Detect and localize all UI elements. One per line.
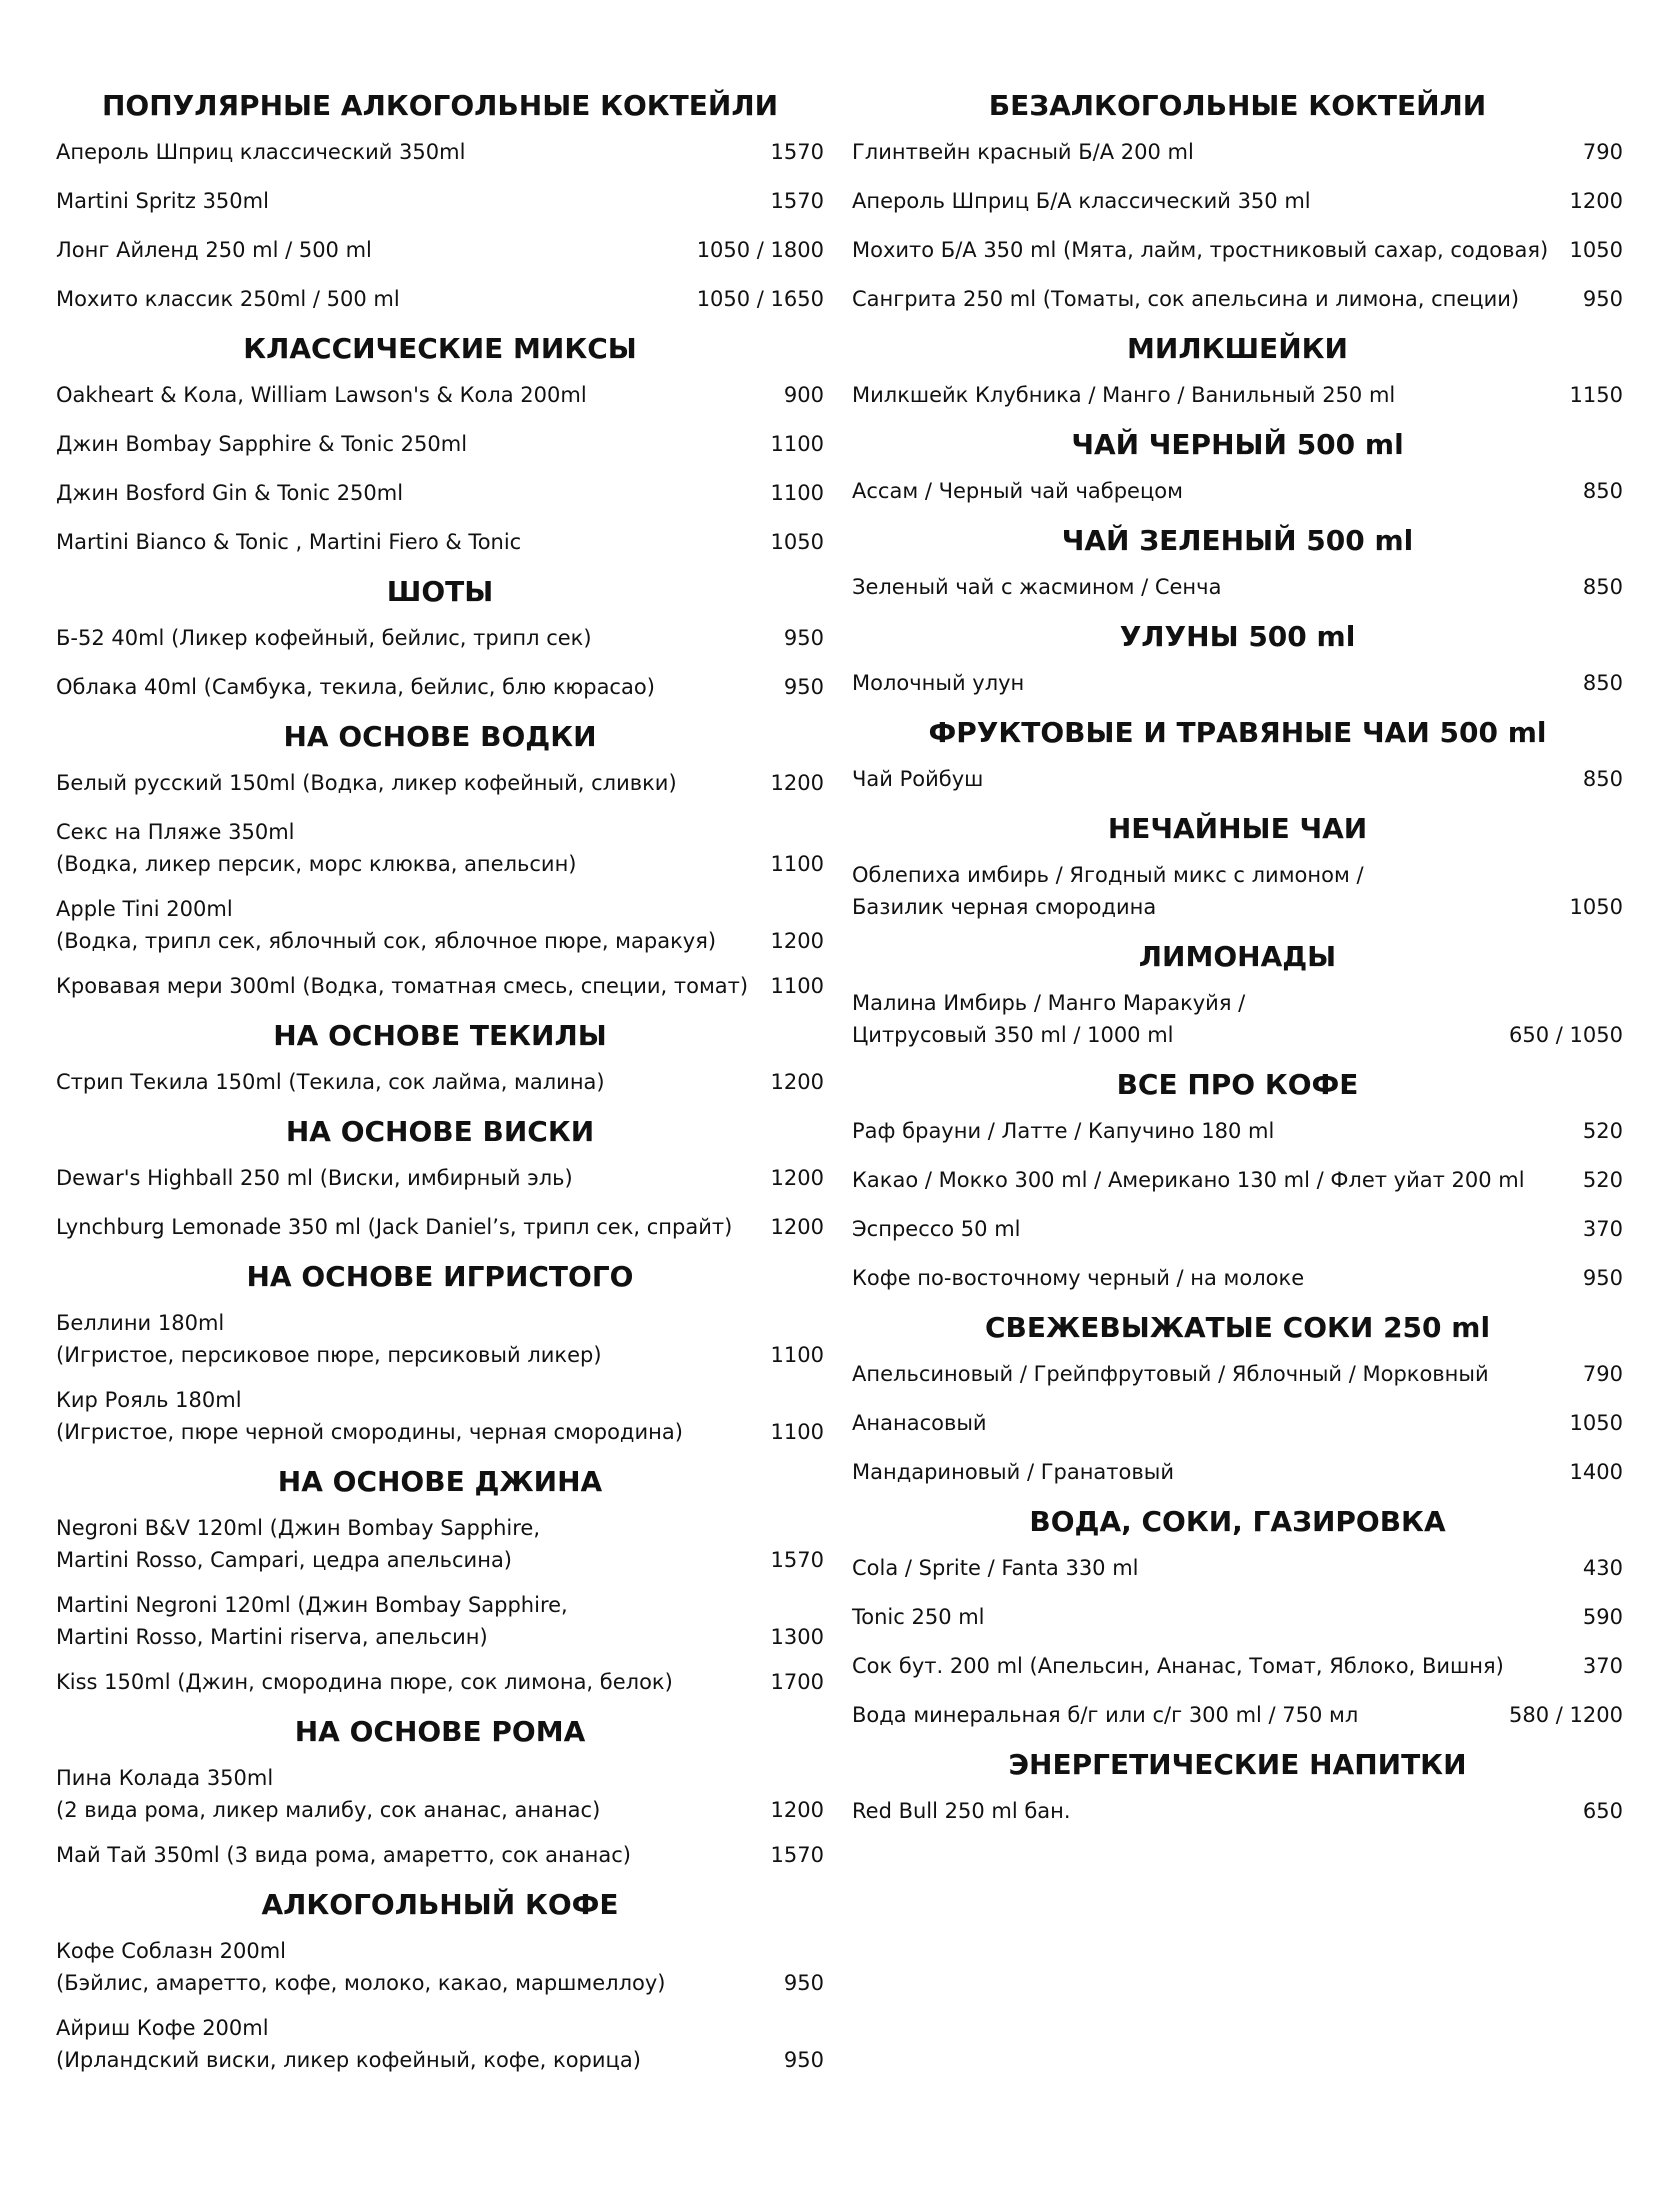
menu-item-price: 850 — [1582, 767, 1623, 791]
menu-section — [852, 1737, 1623, 1827]
menu-item-name: Мандариновый / Гранатовый — [852, 1460, 1174, 1484]
menu-item — [852, 763, 1623, 795]
menu-item — [852, 1358, 1623, 1390]
menu-item-name: Облепиха имбирь / Ягодный микс с лимоном / Базилик черная смородина — [852, 863, 1364, 919]
menu-items-list — [56, 1512, 824, 1698]
menu-item-name: Чай Ройбуш — [852, 767, 984, 791]
section-title: ВОДА, СОКИ, ГАЗИРОВКА — [1029, 1505, 1446, 1538]
section-title: ВСЕ ПРО КОФЕ — [1116, 1068, 1359, 1101]
menu-items-list — [56, 622, 824, 703]
menu-section — [56, 1454, 824, 1698]
menu-item-name: Apple Tini 200ml (Водка, трипл сек, яблочный сок, яблочное пюре, маракуя) — [56, 897, 717, 953]
menu-items-list — [56, 136, 824, 315]
section-title: ФРУКТОВЫЕ И ТРАВЯНЫЕ ЧАИ 500 ml — [928, 716, 1547, 749]
menu-item — [56, 526, 824, 558]
menu-item-name: Сангрита 250 ml (Томаты, сок апельсина и лимона, специи) — [852, 287, 1520, 311]
menu-item-price: 900 — [783, 383, 824, 407]
menu-item — [56, 477, 824, 509]
menu-section — [56, 1704, 824, 1871]
menu-item — [56, 1589, 824, 1653]
menu-item-name: Джин Bosford Gin & Tonic 250ml — [56, 481, 404, 505]
menu-section — [852, 1494, 1623, 1731]
menu-section — [56, 709, 824, 1002]
menu-item-name: Джин Bombay Sapphire & Tonic 250ml — [56, 432, 468, 456]
menu-item-price: 520 — [1582, 1119, 1623, 1143]
menu-item-name: Сок бут. 200 ml (Апельсин, Ананас, Томат, Яблоко, Вишня) — [852, 1654, 1504, 1678]
menu-item-price: 850 — [1582, 671, 1623, 695]
menu-items-list — [56, 767, 824, 1002]
menu-item — [56, 379, 824, 411]
menu-item — [852, 1115, 1623, 1147]
menu-item-price: 950 — [783, 1971, 824, 1995]
menu-item — [852, 1650, 1623, 1682]
menu-item-price: 1570 — [770, 140, 824, 164]
menu-items-list — [852, 667, 1623, 699]
section-title: ШОТЫ — [386, 575, 494, 608]
menu-item — [852, 234, 1623, 266]
menu-item-price: 430 — [1582, 1556, 1623, 1580]
menu-item-name: Martini Spritz 350ml — [56, 189, 269, 213]
menu-item-price: 950 — [783, 626, 824, 650]
menu-item-price: 1050 — [770, 530, 824, 554]
menu-items-list — [56, 1935, 824, 2076]
menu-item — [56, 1762, 824, 1826]
menu-item — [56, 1666, 824, 1698]
menu-item-name: Малина Имбирь / Манго Маракуйя / Цитрусовый 350 ml / 1000 ml — [852, 991, 1246, 1047]
menu-item — [852, 667, 1623, 699]
section-title: ЧАЙ ЗЕЛЕНЫЙ 500 ml — [1061, 524, 1414, 557]
menu-item-price: 1050 — [1569, 1411, 1623, 1435]
menu-item — [852, 1552, 1623, 1584]
menu-item — [852, 379, 1623, 411]
section-title: ЛИМОНАДЫ — [1138, 940, 1337, 973]
menu-items-list — [56, 1762, 824, 1871]
menu-items-list — [852, 1115, 1623, 1294]
menu-item — [56, 283, 824, 315]
menu-item-name: Эспрессо 50 ml — [852, 1217, 1021, 1241]
menu-items-list — [56, 1066, 824, 1098]
menu-item-price: 1100 — [770, 481, 824, 505]
menu-item-price: 950 — [1582, 287, 1623, 311]
menu-item — [852, 1164, 1623, 1196]
section-title: КЛАССИЧЕСКИЕ МИКСЫ — [243, 332, 637, 365]
menu-item — [852, 1456, 1623, 1488]
menu-item-price: 1150 — [1569, 383, 1623, 407]
menu-item-name: Секс на Пляже 350ml (Водка, ликер персик, морс клюква, апельсин) — [56, 820, 577, 876]
menu-item — [56, 1839, 824, 1871]
menu-item — [852, 1699, 1623, 1731]
menu-item-name: Кофе Соблазн 200ml (Бэйлис, амаретто, кофе, молоко, какао, маршмеллоу) — [56, 1939, 666, 1995]
menu-item-name: Oakheart & Кола, William Lawson's & Кола 200ml — [56, 383, 587, 407]
menu-item — [852, 571, 1623, 603]
menu-section — [56, 321, 824, 558]
menu-section — [852, 417, 1623, 507]
menu-section — [852, 321, 1623, 411]
section-title: НЕЧАЙНЫЕ ЧАИ — [1107, 812, 1368, 845]
menu-section — [852, 929, 1623, 1051]
menu-item — [56, 671, 824, 703]
menu-item-price: 1570 — [770, 1843, 824, 1867]
menu-item-price: 1100 — [770, 1420, 824, 1444]
menu-item-name: Кир Рояль 180ml (Игристое, пюре черной смородины, черная смородина) — [56, 1388, 683, 1444]
menu-item-name: Б-52 40ml (Ликер кофейный, бейлис, трипл сек) — [56, 626, 592, 650]
menu-item-price: 1050 / 1800 — [696, 238, 824, 262]
section-title: НА ОСНОВЕ ВОДКИ — [283, 720, 597, 753]
menu-items-list — [852, 987, 1623, 1051]
menu-item-price: 1200 — [770, 929, 824, 953]
menu-item-name: Апельсиновый / Грейпфрутовый / Яблочный / Морковный — [852, 1362, 1489, 1386]
menu-section — [852, 1057, 1623, 1294]
section-title: СВЕЖЕВЫЖАТЫЕ СОКИ 250 ml — [984, 1311, 1491, 1344]
section-title: НА ОСНОВЕ РОМА — [294, 1715, 586, 1748]
menu-items-list — [852, 1358, 1623, 1488]
menu-item-price: 1200 — [770, 1798, 824, 1822]
menu-item-price: 1100 — [770, 1343, 824, 1367]
menu-item — [56, 185, 824, 217]
menu-item — [56, 622, 824, 654]
menu-item-price: 1050 — [1569, 238, 1623, 262]
menu-section — [852, 705, 1623, 795]
menu-item-price: 950 — [783, 2048, 824, 2072]
menu-item — [56, 428, 824, 460]
menu-item-name: Раф брауни / Латте / Капучино 180 ml — [852, 1119, 1275, 1143]
menu-item-price: 1200 — [770, 771, 824, 795]
section-title: НА ОСНОВЕ ИГРИСТОГО — [246, 1260, 634, 1293]
menu-item — [56, 1384, 824, 1448]
menu-item-price: 370 — [1582, 1217, 1623, 1241]
menu-item — [56, 970, 824, 1002]
menu-item-name: Молочный улун — [852, 671, 1025, 695]
menu-section — [56, 1877, 824, 2076]
menu-section — [56, 1249, 824, 1448]
menu-item-name: Cola / Sprite / Fanta 330 ml — [852, 1556, 1139, 1580]
menu-item-price: 790 — [1582, 140, 1623, 164]
menu-items-list — [852, 571, 1623, 603]
menu-item-name: Ассам / Черный чай чабрецом — [852, 479, 1183, 503]
menu-items-list — [852, 475, 1623, 507]
menu-item-price: 950 — [1582, 1266, 1623, 1290]
menu-item-price: 1400 — [1569, 1460, 1623, 1484]
menu-item-name: Айриш Кофе 200ml (Ирландский виски, ликер кофейный, кофе, корица) — [56, 2016, 641, 2072]
menu-item-name: Глинтвейн красный Б/А 200 ml — [852, 140, 1194, 164]
menu-item-name: Облака 40ml (Самбука, текила, бейлис, блю кюрасао) — [56, 675, 655, 699]
section-title: БЕЗАЛКОГОЛЬНЫЕ КОКТЕЙЛИ — [988, 89, 1487, 122]
menu-item-price: 1200 — [1569, 189, 1623, 213]
menu-item-name: Red Bull 250 ml бан. — [852, 1799, 1071, 1823]
menu-items-list — [56, 1307, 824, 1448]
menu-items-list — [852, 763, 1623, 795]
menu-items-list — [852, 859, 1623, 923]
menu-item — [56, 893, 824, 957]
menu-section — [852, 78, 1623, 315]
menu-section — [56, 1008, 824, 1098]
menu-item-name: Пина Колада 350ml (2 вида рома, ликер малибу, сок ананас, ананас) — [56, 1766, 601, 1822]
section-title: НА ОСНОВЕ ТЕКИЛЫ — [273, 1019, 607, 1052]
menu-item — [852, 475, 1623, 507]
menu-item — [852, 1795, 1623, 1827]
menu-item-name: Ананасовый — [852, 1411, 987, 1435]
menu-item — [56, 1512, 824, 1576]
menu-item-name: Лонг Айленд 250 ml / 500 ml — [56, 238, 372, 262]
section-title: МИЛКШЕЙКИ — [1127, 332, 1348, 365]
menu-item-price: 950 — [783, 675, 824, 699]
menu-item-price: 370 — [1582, 1654, 1623, 1678]
menu-item-price: 790 — [1582, 1362, 1623, 1386]
section-title: УЛУНЫ 500 ml — [1119, 620, 1356, 653]
menu-item-price: 1570 — [770, 1548, 824, 1572]
menu-item-price: 850 — [1582, 575, 1623, 599]
menu-item-price: 850 — [1582, 479, 1623, 503]
menu-item — [852, 1213, 1623, 1245]
section-title: ПОПУЛЯРНЫЕ АЛКОГОЛЬНЫЕ КОКТЕЙЛИ — [101, 89, 779, 122]
menu-column-right — [852, 78, 1623, 1833]
menu-item-name: Милкшейк Клубника / Манго / Ванильный 250 ml — [852, 383, 1396, 407]
menu-items-list — [56, 1162, 824, 1243]
menu-item — [56, 816, 824, 880]
section-title: НА ОСНОВЕ ДЖИНА — [277, 1465, 603, 1498]
menu-item-name: Martini Negroni 120ml (Джин Bombay Sapphire, Martini Rosso, Martini riserva, апельсин) — [56, 1593, 568, 1649]
menu-item-name: Кофе по-восточному черный / на молоке — [852, 1266, 1305, 1290]
menu-section — [852, 609, 1623, 699]
menu-section — [852, 1300, 1623, 1488]
menu-item-name: Dewar's Highball 250 ml (Виски, имбирный эль) — [56, 1166, 573, 1190]
menu-item-name: Апероль Шприц Б/А классический 350 ml — [852, 189, 1311, 213]
menu-item-price: 590 — [1582, 1605, 1623, 1629]
menu-item — [852, 283, 1623, 315]
section-title: НА ОСНОВЕ ВИСКИ — [285, 1115, 595, 1148]
section-title: ЧАЙ ЧЕРНЫЙ 500 ml — [1071, 428, 1404, 461]
menu-item-name: Tonic 250 ml — [852, 1605, 985, 1629]
menu-item-price: 1050 — [1569, 895, 1623, 919]
menu-item-name: Вода минеральная б/г или с/г 300 ml / 750 мл — [852, 1703, 1359, 1727]
menu-item-price: 1200 — [770, 1215, 824, 1239]
menu-item — [56, 136, 824, 168]
menu-item-price: 1700 — [770, 1670, 824, 1694]
menu-items-list — [852, 1552, 1623, 1731]
menu-item-price: 1200 — [770, 1070, 824, 1094]
menu-section — [56, 78, 824, 315]
menu-item — [56, 1307, 824, 1371]
menu-item-price: 1100 — [770, 852, 824, 876]
menu-item-price: 1100 — [770, 974, 824, 998]
menu-items-list — [852, 136, 1623, 315]
menu-item-name: Какао / Мокко 300 ml / Американо 130 ml / Флет уйат 200 ml — [852, 1168, 1525, 1192]
menu-item-name: Мохито классик 250ml / 500 ml — [56, 287, 400, 311]
menu-items-list — [56, 379, 824, 558]
menu-section — [852, 513, 1623, 603]
menu-item-price: 1100 — [770, 432, 824, 456]
menu-item-name: Кровавая мери 300ml (Водка, томатная смесь, специи, томат) — [56, 974, 749, 998]
menu-item-price: 650 / 1050 — [1509, 1023, 1623, 1047]
section-title: ЭНЕРГЕТИЧЕСКИЕ НАПИТКИ — [1008, 1748, 1467, 1781]
menu-item-price: 580 / 1200 — [1509, 1703, 1623, 1727]
menu-item — [852, 1262, 1623, 1294]
menu-section — [56, 1104, 824, 1243]
menu-item-name: Зеленый чай с жасмином / Сенча — [852, 575, 1222, 599]
section-title: АЛКОГОЛЬНЫЙ КОФЕ — [261, 1888, 619, 1921]
menu-item-price: 650 — [1582, 1799, 1623, 1823]
menu-item — [56, 767, 824, 799]
menu-item-name: Negroni B&V 120ml (Джин Bombay Sapphire, Martini Rosso, Campari, цедра апельсина) — [56, 1516, 541, 1572]
menu-item-name: Lynchburg Lemonade 350 ml (Jack Daniel’s, трипл сек, спрайт) — [56, 1215, 733, 1239]
menu-items-list — [852, 1795, 1623, 1827]
menu-item — [852, 1407, 1623, 1439]
menu-item-price: 1300 — [770, 1625, 824, 1649]
menu-item — [852, 1601, 1623, 1633]
menu-item — [56, 2012, 824, 2076]
menu-item — [852, 136, 1623, 168]
menu-section — [56, 564, 824, 703]
menu-item — [852, 185, 1623, 217]
menu-item-price: 1050 / 1650 — [696, 287, 824, 311]
menu-item-name: Kiss 150ml (Джин, смородина пюре, сок лимона, белок) — [56, 1670, 673, 1694]
menu-item-name: Мохито Б/А 350 ml (Мята, лайм, тростниковый сахар, содовая) — [852, 238, 1549, 262]
menu-item — [56, 1935, 824, 1999]
menu-column-left — [56, 78, 824, 2082]
menu-item-price: 1200 — [770, 1166, 824, 1190]
menu-item — [852, 859, 1623, 923]
menu-item-name: Апероль Шприц классический 350ml — [56, 140, 466, 164]
menu-item-price: 520 — [1582, 1168, 1623, 1192]
menu-items-list — [852, 379, 1623, 411]
menu-item — [56, 1066, 824, 1098]
menu-item — [852, 987, 1623, 1051]
menu-item-name: Martini Bianco & Tonic , Martini Fiero & Tonic — [56, 530, 522, 554]
menu-item — [56, 1211, 824, 1243]
menu-item-name: Май Тай 350ml (3 вида рома, амаретто, сок ананас) — [56, 1843, 631, 1867]
menu-item — [56, 1162, 824, 1194]
menu-item-name: Беллини 180ml (Игристое, персиковое пюре, персиковый ликер) — [56, 1311, 602, 1367]
menu-item-name: Стрип Текила 150ml (Текила, сок лайма, малина) — [56, 1070, 605, 1094]
menu-item — [56, 234, 824, 266]
menu-item-name: Белый русский 150ml (Водка, ликер кофейный, сливки) — [56, 771, 677, 795]
menu-item-price: 1570 — [770, 189, 824, 213]
menu-section — [852, 801, 1623, 923]
